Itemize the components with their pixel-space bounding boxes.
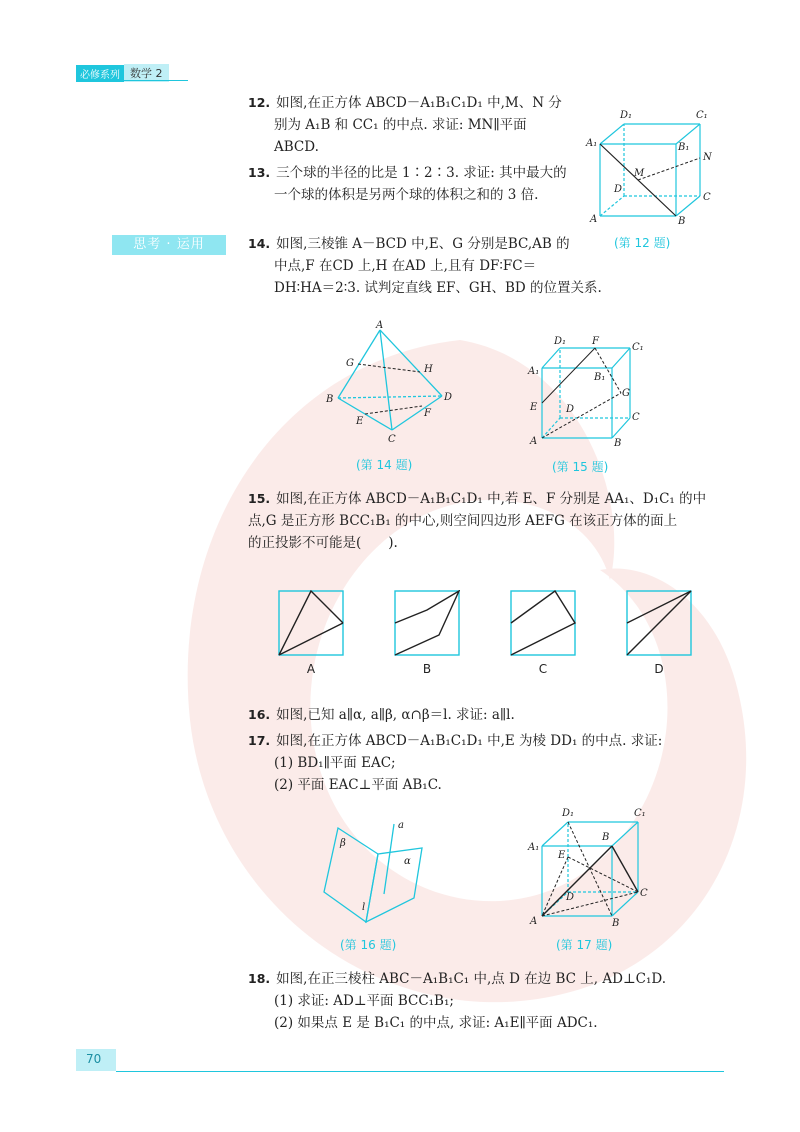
choice-b-figure [394,590,460,656]
svg-text:G: G [346,358,354,369]
page-number: 70 [86,1052,102,1066]
svg-text:a: a [398,820,404,831]
svg-text:B: B [326,394,334,405]
svg-text:N: N [703,152,712,163]
svg-text:G: G [622,388,630,399]
svg-text:F: F [592,336,599,347]
svg-text:A: A [530,916,538,927]
svg-text:α: α [404,856,411,867]
choice-c-figure [510,590,576,656]
choice-d-label: D [654,662,664,676]
caption-fig-16: (第 16 题) [340,938,397,952]
svg-text:B: B [614,438,622,449]
svg-text:β: β [340,838,346,849]
svg-text:D: D [444,392,453,403]
svg-text:B: B [602,832,610,843]
choice-a-label: A [306,662,316,676]
question-16: 16. 如图,已知 a∥α, a∥β, α∩β＝l. 求证: a∥l. [248,707,515,723]
svg-text:C₁: C₁ [696,110,708,121]
header-divider [76,80,188,81]
svg-text:M: M [634,168,645,179]
caption-fig-17: (第 17 题) [556,938,613,952]
svg-text:C₁: C₁ [634,808,646,819]
svg-text:A₁: A₁ [528,842,540,853]
caption-fig-12: (第 12 题) [614,236,671,250]
question-12: 12. 如图,在正方体 ABCD－A₁B₁C₁D₁ 中,M、N 分 别为 A₁B 和 CC₁ 的中点. 求证: MN∥平面 ABCD. [248,95,562,155]
figure-16-planes [318,818,428,928]
svg-text:A: A [590,214,598,225]
svg-text:C₁: C₁ [632,342,644,353]
svg-text:l: l [362,902,366,913]
section-tab-thinking: 思考 · 运用 [112,235,226,255]
figure-15-cube [522,330,672,450]
question-15: 15. 如图,在正方体 ABCD－A₁B₁C₁D₁ 中,若 E、F 分别是 AA₁、D₁C₁ 的中 点,G 是正方形 BCC₁B₁ 的中心,则空间四边形 AEFG 在该正方体的面上 的正投影不可能是( ). [248,491,707,551]
svg-text:C: C [703,192,711,203]
choice-c-label: C [538,662,548,676]
svg-text:A: A [376,320,384,331]
svg-text:D₁: D₁ [562,808,575,819]
svg-text:C: C [388,434,396,445]
svg-text:D: D [566,892,575,903]
svg-text:D₁: D₁ [620,110,633,121]
choice-d-figure [626,590,692,656]
svg-text:B: B [612,918,620,929]
svg-text:F: F [424,408,431,419]
page-header [76,66,169,80]
svg-text:B: B [678,216,686,227]
svg-text:D₁: D₁ [554,336,567,347]
question-14: 14. 如图,三棱锥 A－BCD 中,E、G 分别是BC,AB 的 中点,F 在CD 上,H 在AD 上,且有 DF∶FC＝ DH∶HA＝2∶3. 试判定直线 EF、GH、BD 的位置关系. [248,236,602,296]
choice-a-figure [278,590,344,656]
svg-text:E: E [558,850,566,861]
figure-17-cube [522,800,672,930]
series-label: 必修系列 [76,65,124,82]
svg-text:A₁: A₁ [586,138,598,149]
svg-text:B₁: B₁ [594,372,606,383]
choice-b-label: B [422,662,432,676]
figure-14-tetrahedron [320,318,470,448]
svg-text:E: E [530,402,538,413]
footer-divider [116,1071,724,1072]
svg-text:B₁: B₁ [678,142,690,153]
svg-text:C: C [640,888,648,899]
caption-fig-15: (第 15 题) [552,460,609,474]
question-13: 13. 三个球的半径的比是 1∶2∶3. 求证: 其中最大的 一个球的体积是另两个球的体积之和的 3 倍. [248,165,567,203]
figure-12-cube [580,100,720,230]
question-18: 18. 如图,在正三棱柱 ABC－A₁B₁C₁ 中,点 D 在边 BC 上, AD⊥C₁D. (1) 求证: AD⊥平面 BCC₁B₁; (2) 如果点 E 是 B₁C₁ 的中点, 求证: A₁E∥平面 ADC₁. [248,971,667,1031]
caption-fig-14: (第 14 题) [356,458,413,472]
question-17: 17. 如图,在正方体 ABCD－A₁B₁C₁D₁ 中,E 为棱 DD₁ 的中点. 求证: (1) BD₁∥平面 EAC; (2) 平面 EAC⊥平面 AB₁C. [248,733,663,793]
svg-text:C: C [632,412,640,423]
svg-text:A: A [530,436,538,447]
svg-text:H: H [424,364,433,375]
book-label: 数学 2 [124,64,169,82]
svg-text:D: D [614,184,623,195]
svg-text:A₁: A₁ [528,366,540,377]
svg-text:E: E [356,416,364,427]
svg-text:D: D [566,404,575,415]
